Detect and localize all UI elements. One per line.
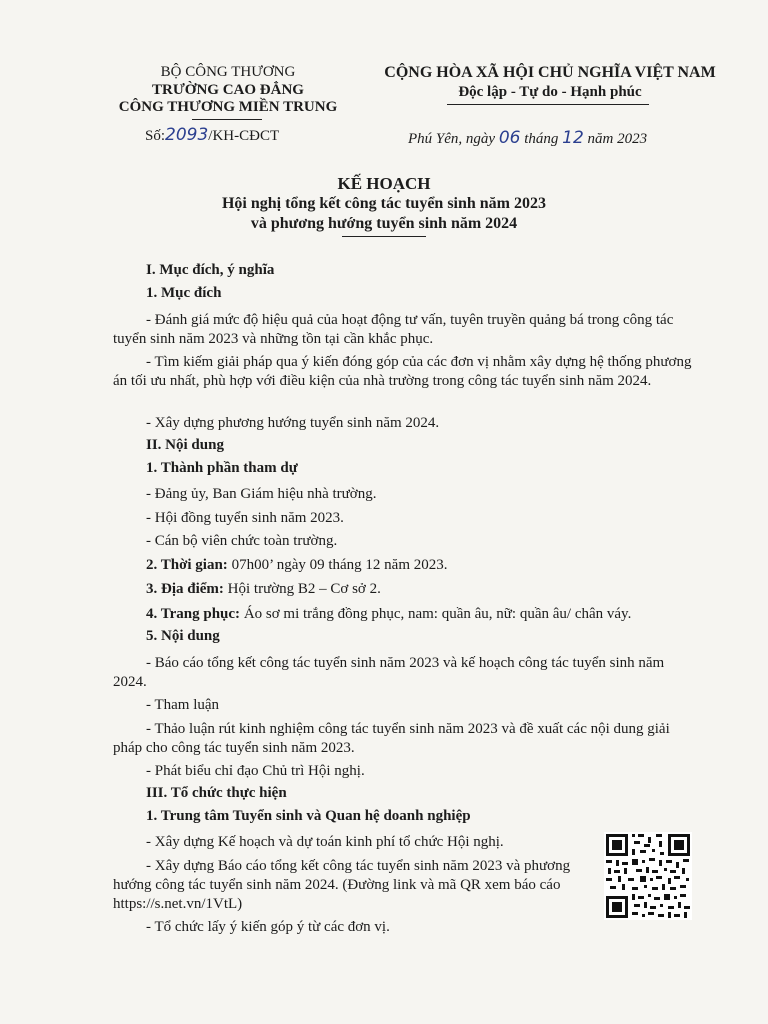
content-report: - Báo cáo tổng kết công tác tuyển sinh năm 2023 và kế hoạch công tác tuyển sinh năm 2024. — [113, 655, 665, 690]
qr-code-graphic — [604, 832, 692, 920]
section-3-heading: III. Tổ chức thực hiện — [146, 785, 287, 801]
paragraph-solutions: - Tìm kiếm giải pháp qua ý kiến đóng góp của các đơn vị nhằm xây dựng hệ thống phương án tối ưu nhất, phù hợp với điều kiện của nhà trường trong công tác tuyển sinh năm 2024. — [113, 354, 692, 389]
school-name-line2: CÔNG THƯƠNG MIỀN TRUNG — [118, 99, 338, 115]
task-plan-budget: - Xây dựng Kế hoạch và dự toán kinh phí tổ chức Hội nghị. — [146, 834, 504, 850]
header-right-rule — [447, 104, 649, 105]
country-name: CỘNG HÒA XÃ HỘI CHỦ NGHĨA VIỆT NAM — [384, 64, 716, 81]
content-directing-speech: - Phát biểu chỉ đạo Chủ trì Hội nghị. — [146, 763, 365, 779]
paragraph-direction: - Xây dựng phương hướng tuyển sinh năm 2024. — [146, 415, 440, 431]
dress-code-line: 4. Trang phục: Áo sơ mi trắng đồng phục, nam: quần âu, nữ: quần âu/ chân váy. — [146, 606, 632, 622]
section-1-heading: I. Mục đích, ý nghĩa — [146, 262, 275, 278]
attendee-staff: - Cán bộ viên chức toàn trường. — [146, 533, 338, 549]
handwritten-number: 2093 — [165, 125, 209, 145]
section-3-1-heading: 1. Trung tâm Tuyển sinh và Quan hệ doanh nghiệp — [146, 808, 471, 824]
task-collect-feedback: - Tổ chức lấy ý kiến góp ý từ các đơn vị. — [146, 919, 390, 935]
ministry-name: BỘ CÔNG THƯƠNG — [160, 64, 296, 80]
section-2-5-heading: 5. Nội dung — [146, 628, 220, 644]
document-subtitle-line1: Hội nghị tổng kết công tác tuyển sinh năm 2023 — [221, 195, 547, 212]
attendee-party: - Đảng ủy, Ban Giám hiệu nhà trường. — [146, 486, 377, 502]
content-discussion-papers: - Tham luận — [146, 697, 220, 713]
document-number: Số:2093/KH-CĐCT — [145, 125, 280, 145]
content-experience: - Thảo luận rút kinh nghiệm công tác tuyển sinh năm 2023 và đề xuất các nội dung giải pháp cho công tác tuyển sinh năm 2023. — [113, 721, 670, 756]
paragraph-evaluate: - Đánh giá mức độ hiệu quả của hoạt động tư vấn, tuyên truyền quảng bá trong công tác tuyển sinh năm 2023 và những tồn tại cần khắc phục. — [113, 312, 674, 347]
national-motto: Độc lập - Tự do - Hạnh phúc — [458, 84, 642, 100]
qr-code-icon[interactable] — [604, 832, 692, 920]
task-report: - Xây dựng Báo cáo tổng kết công tác tuyển sinh năm 2023 và phương hướng công tác tuyển sinh năm 2024. (Đường link và mã QR xem báo cáo https://s.net.vn/1VtL) — [113, 858, 571, 912]
time-line: 2. Thời gian: 07h00’ ngày 09 tháng 12 năm 2023. — [146, 557, 448, 573]
handwritten-month: 12 — [562, 128, 584, 148]
document-title: KẾ HOẠCH — [337, 174, 431, 193]
handwritten-day: 06 — [498, 128, 521, 148]
date-line: Phú Yên, ngày 06 tháng 12 năm 2023 — [408, 128, 648, 148]
document-subtitle-line2: và phương hướng tuyển sinh năm 2024 — [250, 215, 518, 232]
section-1-1-heading: 1. Mục đích — [146, 285, 222, 301]
location-line: 3. Địa điểm: Hội trường B2 – Cơ sở 2. — [146, 581, 381, 597]
section-2-1-heading: 1. Thành phần tham dự — [146, 460, 298, 476]
section-2-heading: II. Nội dung — [146, 437, 224, 453]
school-name-line1: TRƯỜNG CAO ĐẲNG — [152, 82, 304, 98]
title-rule — [342, 236, 426, 237]
attendee-council: - Hội đồng tuyển sinh năm 2023. — [146, 510, 344, 526]
header-left-rule — [192, 119, 262, 120]
